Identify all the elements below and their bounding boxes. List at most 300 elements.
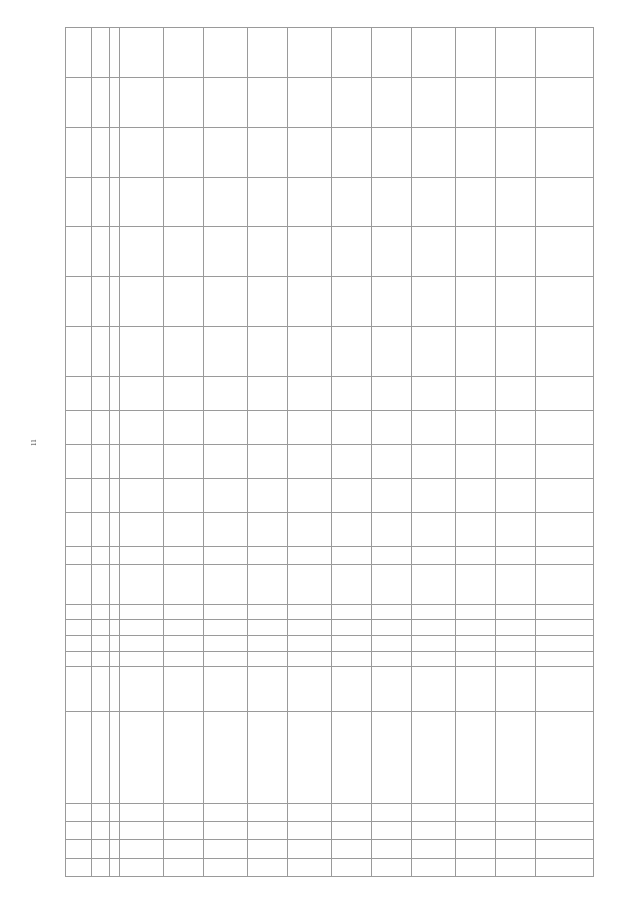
table-cell xyxy=(248,326,288,376)
table-cell xyxy=(164,840,204,858)
table-cell xyxy=(456,444,496,478)
table-cell xyxy=(66,28,92,78)
table-cell xyxy=(110,840,120,858)
table-cell xyxy=(536,822,594,840)
table-cell xyxy=(456,667,496,712)
table-cell xyxy=(496,604,536,620)
table-cell xyxy=(110,667,120,712)
table-cell xyxy=(66,565,92,604)
table-cell xyxy=(66,711,92,803)
table-cell xyxy=(288,565,332,604)
table-cell xyxy=(536,127,594,177)
table-cell xyxy=(412,667,456,712)
table-cell xyxy=(120,28,164,78)
table-cell xyxy=(120,177,164,227)
table-row xyxy=(110,28,120,877)
table-cell xyxy=(412,651,456,667)
table-cell xyxy=(120,512,164,546)
table-cell xyxy=(204,512,248,546)
table-cell xyxy=(412,444,456,478)
table-cell xyxy=(248,444,288,478)
table-cell xyxy=(332,478,372,512)
table-cell xyxy=(110,636,120,652)
table-cell xyxy=(110,711,120,803)
table-cell xyxy=(92,478,110,512)
table-cell xyxy=(92,277,110,327)
table-cell xyxy=(288,512,332,546)
table-cell xyxy=(204,858,248,876)
table-cell xyxy=(92,546,110,564)
table-cell xyxy=(120,711,164,803)
table-cell xyxy=(164,604,204,620)
table-cell xyxy=(412,177,456,227)
table-cell xyxy=(164,444,204,478)
table-cell xyxy=(92,822,110,840)
table-cell xyxy=(110,803,120,821)
table-cell xyxy=(288,376,332,410)
table-cell xyxy=(110,604,120,620)
table-cell xyxy=(204,620,248,636)
table-cell xyxy=(536,711,594,803)
table-cell xyxy=(288,28,332,78)
table-cell xyxy=(332,667,372,712)
table-cell xyxy=(332,651,372,667)
table-cell xyxy=(288,227,332,277)
table-cell xyxy=(204,604,248,620)
table-cell xyxy=(412,326,456,376)
table-cell xyxy=(332,512,372,546)
table-cell xyxy=(496,326,536,376)
table-cell xyxy=(332,127,372,177)
table-cell xyxy=(536,277,594,327)
table-cell xyxy=(92,444,110,478)
table-cell xyxy=(536,444,594,478)
table-cell xyxy=(204,565,248,604)
table-cell xyxy=(372,651,412,667)
table-cell xyxy=(288,840,332,858)
table-cell xyxy=(372,858,412,876)
table-cell xyxy=(110,565,120,604)
table-cell xyxy=(372,127,412,177)
table-cell xyxy=(204,177,248,227)
table-cell xyxy=(164,28,204,78)
table-cell xyxy=(372,177,412,227)
table-cell xyxy=(248,858,288,876)
table-cell xyxy=(248,604,288,620)
table-cell xyxy=(164,803,204,821)
table-cell xyxy=(412,28,456,78)
table-cell xyxy=(110,376,120,410)
table-cell xyxy=(204,410,248,444)
table-cell xyxy=(372,636,412,652)
table-cell xyxy=(412,127,456,177)
table-cell xyxy=(66,546,92,564)
table-cell xyxy=(412,546,456,564)
table-cell xyxy=(372,478,412,512)
table-cell xyxy=(496,376,536,410)
table-cell xyxy=(204,227,248,277)
table-cell xyxy=(372,326,412,376)
table-cell xyxy=(120,227,164,277)
table-cell xyxy=(456,227,496,277)
table-cell xyxy=(332,858,372,876)
table-row xyxy=(288,28,332,877)
table-cell xyxy=(288,651,332,667)
table-cell xyxy=(92,512,110,546)
table-cell xyxy=(164,546,204,564)
table-cell xyxy=(536,410,594,444)
table-cell xyxy=(248,711,288,803)
table-cell xyxy=(456,565,496,604)
table-cell xyxy=(92,636,110,652)
table-cell xyxy=(248,512,288,546)
table-cell xyxy=(92,410,110,444)
table-row xyxy=(372,28,412,877)
table-cell xyxy=(456,858,496,876)
table-cell xyxy=(164,620,204,636)
table-row xyxy=(456,28,496,877)
table-cell xyxy=(332,177,372,227)
table-cell xyxy=(92,227,110,277)
table-cell xyxy=(372,620,412,636)
table-cell xyxy=(496,711,536,803)
table-cell xyxy=(496,565,536,604)
table-cell xyxy=(66,803,92,821)
table-cell xyxy=(248,651,288,667)
table-cell xyxy=(332,326,372,376)
table-cell xyxy=(110,546,120,564)
table-cell xyxy=(66,636,92,652)
table-cell xyxy=(536,840,594,858)
table-cell xyxy=(456,127,496,177)
table-cell xyxy=(204,546,248,564)
table-row xyxy=(164,28,204,877)
table-cell xyxy=(164,177,204,227)
table-cell xyxy=(372,667,412,712)
table-cell xyxy=(248,277,288,327)
table-cell xyxy=(120,410,164,444)
table-cell xyxy=(456,77,496,127)
table-cell xyxy=(288,410,332,444)
table-cell xyxy=(412,803,456,821)
table-cell xyxy=(288,444,332,478)
table-cell xyxy=(496,277,536,327)
table-cell xyxy=(456,28,496,78)
table-cell xyxy=(204,711,248,803)
table-cell xyxy=(164,227,204,277)
table-cell xyxy=(332,77,372,127)
table-cell xyxy=(496,410,536,444)
table-cell xyxy=(412,376,456,410)
table-cell xyxy=(496,803,536,821)
table-cell xyxy=(496,28,536,78)
page-number: 11 xyxy=(30,439,38,446)
table-cell xyxy=(412,478,456,512)
table-cell xyxy=(372,227,412,277)
table-cell xyxy=(456,711,496,803)
table-cell xyxy=(536,651,594,667)
table-region xyxy=(65,27,589,877)
table-cell xyxy=(412,711,456,803)
table-cell xyxy=(536,620,594,636)
table-cell xyxy=(332,28,372,78)
table-cell xyxy=(66,858,92,876)
table-cell xyxy=(164,651,204,667)
table-cell xyxy=(412,858,456,876)
table-cell xyxy=(92,376,110,410)
table-cell xyxy=(456,803,496,821)
table-cell xyxy=(536,177,594,227)
table-cell xyxy=(288,803,332,821)
budget-table xyxy=(65,27,594,877)
table-cell xyxy=(496,840,536,858)
table-cell xyxy=(164,667,204,712)
table-cell xyxy=(110,478,120,512)
table-cell xyxy=(110,127,120,177)
table-cell xyxy=(496,858,536,876)
table-row xyxy=(332,28,372,877)
table-cell xyxy=(332,620,372,636)
table-cell xyxy=(164,376,204,410)
table-cell xyxy=(66,410,92,444)
table-cell xyxy=(496,478,536,512)
table-cell xyxy=(248,822,288,840)
table-cell xyxy=(288,478,332,512)
table-cell xyxy=(456,840,496,858)
table-cell xyxy=(92,858,110,876)
table-cell xyxy=(288,546,332,564)
table-cell xyxy=(92,651,110,667)
table-cell xyxy=(456,478,496,512)
table-cell xyxy=(536,376,594,410)
table-cell xyxy=(110,822,120,840)
table-cell xyxy=(412,840,456,858)
table-cell xyxy=(110,410,120,444)
table-cell xyxy=(496,546,536,564)
table-cell xyxy=(164,565,204,604)
table-cell xyxy=(288,858,332,876)
table-cell xyxy=(456,822,496,840)
table-cell xyxy=(372,277,412,327)
table-cell xyxy=(120,858,164,876)
table-cell xyxy=(456,604,496,620)
table-cell xyxy=(332,822,372,840)
table-cell xyxy=(288,620,332,636)
table-cell xyxy=(496,620,536,636)
table-cell xyxy=(92,177,110,227)
table-cell xyxy=(120,636,164,652)
table-cell xyxy=(332,410,372,444)
table-cell xyxy=(456,326,496,376)
table-cell xyxy=(412,620,456,636)
table-cell xyxy=(66,277,92,327)
table-cell xyxy=(120,277,164,327)
table-cell xyxy=(248,620,288,636)
table-cell xyxy=(372,840,412,858)
table-cell xyxy=(204,822,248,840)
table-cell xyxy=(332,604,372,620)
table-cell xyxy=(110,28,120,78)
table-cell xyxy=(496,667,536,712)
table-cell xyxy=(120,620,164,636)
table-cell xyxy=(204,840,248,858)
table-row xyxy=(536,28,594,877)
table-cell xyxy=(288,277,332,327)
table-cell xyxy=(120,326,164,376)
table-cell xyxy=(248,636,288,652)
table-cell xyxy=(248,410,288,444)
table-cell xyxy=(110,858,120,876)
table-cell xyxy=(120,565,164,604)
table-cell xyxy=(456,651,496,667)
table-cell xyxy=(92,127,110,177)
table-cell xyxy=(456,546,496,564)
table-cell xyxy=(92,28,110,78)
table-cell xyxy=(66,651,92,667)
table-cell xyxy=(164,512,204,546)
table-cell xyxy=(66,177,92,227)
table-cell xyxy=(204,444,248,478)
table-cell xyxy=(536,636,594,652)
table-cell xyxy=(204,77,248,127)
table-cell xyxy=(496,651,536,667)
table-cell xyxy=(204,667,248,712)
table-cell xyxy=(496,177,536,227)
table-cell xyxy=(248,565,288,604)
table-cell xyxy=(92,711,110,803)
table-cell xyxy=(120,822,164,840)
table-cell xyxy=(248,803,288,821)
table-cell xyxy=(536,77,594,127)
table-cell xyxy=(66,840,92,858)
table-cell xyxy=(412,277,456,327)
table-cell xyxy=(332,546,372,564)
table-cell xyxy=(248,546,288,564)
table-cell xyxy=(92,803,110,821)
table-row xyxy=(120,28,164,877)
table-cell xyxy=(288,127,332,177)
table-cell xyxy=(164,410,204,444)
table-cell xyxy=(66,227,92,277)
table-cell xyxy=(164,326,204,376)
table-cell xyxy=(66,620,92,636)
table-cell xyxy=(456,620,496,636)
table-cell xyxy=(110,277,120,327)
table-cell xyxy=(204,28,248,78)
table-cell xyxy=(120,667,164,712)
table-cell xyxy=(110,77,120,127)
table-cell xyxy=(120,127,164,177)
table-row xyxy=(92,28,110,877)
table-cell xyxy=(372,376,412,410)
table-cell xyxy=(110,651,120,667)
table-cell xyxy=(412,604,456,620)
table-cell xyxy=(496,77,536,127)
table-cell xyxy=(372,565,412,604)
table-cell xyxy=(536,546,594,564)
table-cell xyxy=(164,77,204,127)
table-cell xyxy=(248,127,288,177)
table-cell xyxy=(248,478,288,512)
table-cell xyxy=(66,478,92,512)
table-cell xyxy=(536,667,594,712)
table-cell xyxy=(412,565,456,604)
table-cell xyxy=(204,277,248,327)
table-cell xyxy=(372,546,412,564)
table-cell xyxy=(92,667,110,712)
table-cell xyxy=(288,667,332,712)
table-cell xyxy=(536,604,594,620)
table-row xyxy=(496,28,536,877)
table-cell xyxy=(412,227,456,277)
table-cell xyxy=(412,77,456,127)
table-cell xyxy=(120,604,164,620)
table-cell xyxy=(536,227,594,277)
table-cell xyxy=(332,227,372,277)
table-cell xyxy=(372,77,412,127)
table-cell xyxy=(496,227,536,277)
table-cell xyxy=(372,28,412,78)
table-cell xyxy=(110,620,120,636)
table-cell xyxy=(204,478,248,512)
table-cell xyxy=(288,711,332,803)
table-cell xyxy=(496,444,536,478)
table-cell xyxy=(66,512,92,546)
table-cell xyxy=(92,326,110,376)
table-cell xyxy=(248,28,288,78)
table-cell xyxy=(110,326,120,376)
table-cell xyxy=(120,478,164,512)
table-cell xyxy=(204,326,248,376)
table-cell xyxy=(248,77,288,127)
table-cell xyxy=(66,127,92,177)
table-cell xyxy=(456,277,496,327)
table-cell xyxy=(66,376,92,410)
table-cell xyxy=(92,620,110,636)
table-cell xyxy=(332,376,372,410)
table-cell xyxy=(288,326,332,376)
table-cell xyxy=(288,77,332,127)
table-cell xyxy=(204,803,248,821)
table-cell xyxy=(204,376,248,410)
table-cell xyxy=(412,636,456,652)
table-cell xyxy=(372,444,412,478)
table-cell xyxy=(372,711,412,803)
table-cell xyxy=(164,636,204,652)
table-cell xyxy=(332,636,372,652)
table-cell xyxy=(456,177,496,227)
table-cell xyxy=(66,326,92,376)
table-cell xyxy=(412,822,456,840)
table-row xyxy=(248,28,288,877)
table-cell xyxy=(536,512,594,546)
table-cell xyxy=(248,177,288,227)
table-cell xyxy=(92,840,110,858)
table-cell xyxy=(164,127,204,177)
table-row xyxy=(204,28,248,877)
table-cell xyxy=(164,277,204,327)
table-cell xyxy=(536,858,594,876)
table-cell xyxy=(332,277,372,327)
table-cell xyxy=(120,376,164,410)
table-cell xyxy=(164,858,204,876)
table-cell xyxy=(110,444,120,478)
table-cell xyxy=(372,822,412,840)
table-cell xyxy=(536,478,594,512)
table-cell xyxy=(456,410,496,444)
table-cell xyxy=(412,410,456,444)
table-cell xyxy=(456,636,496,652)
